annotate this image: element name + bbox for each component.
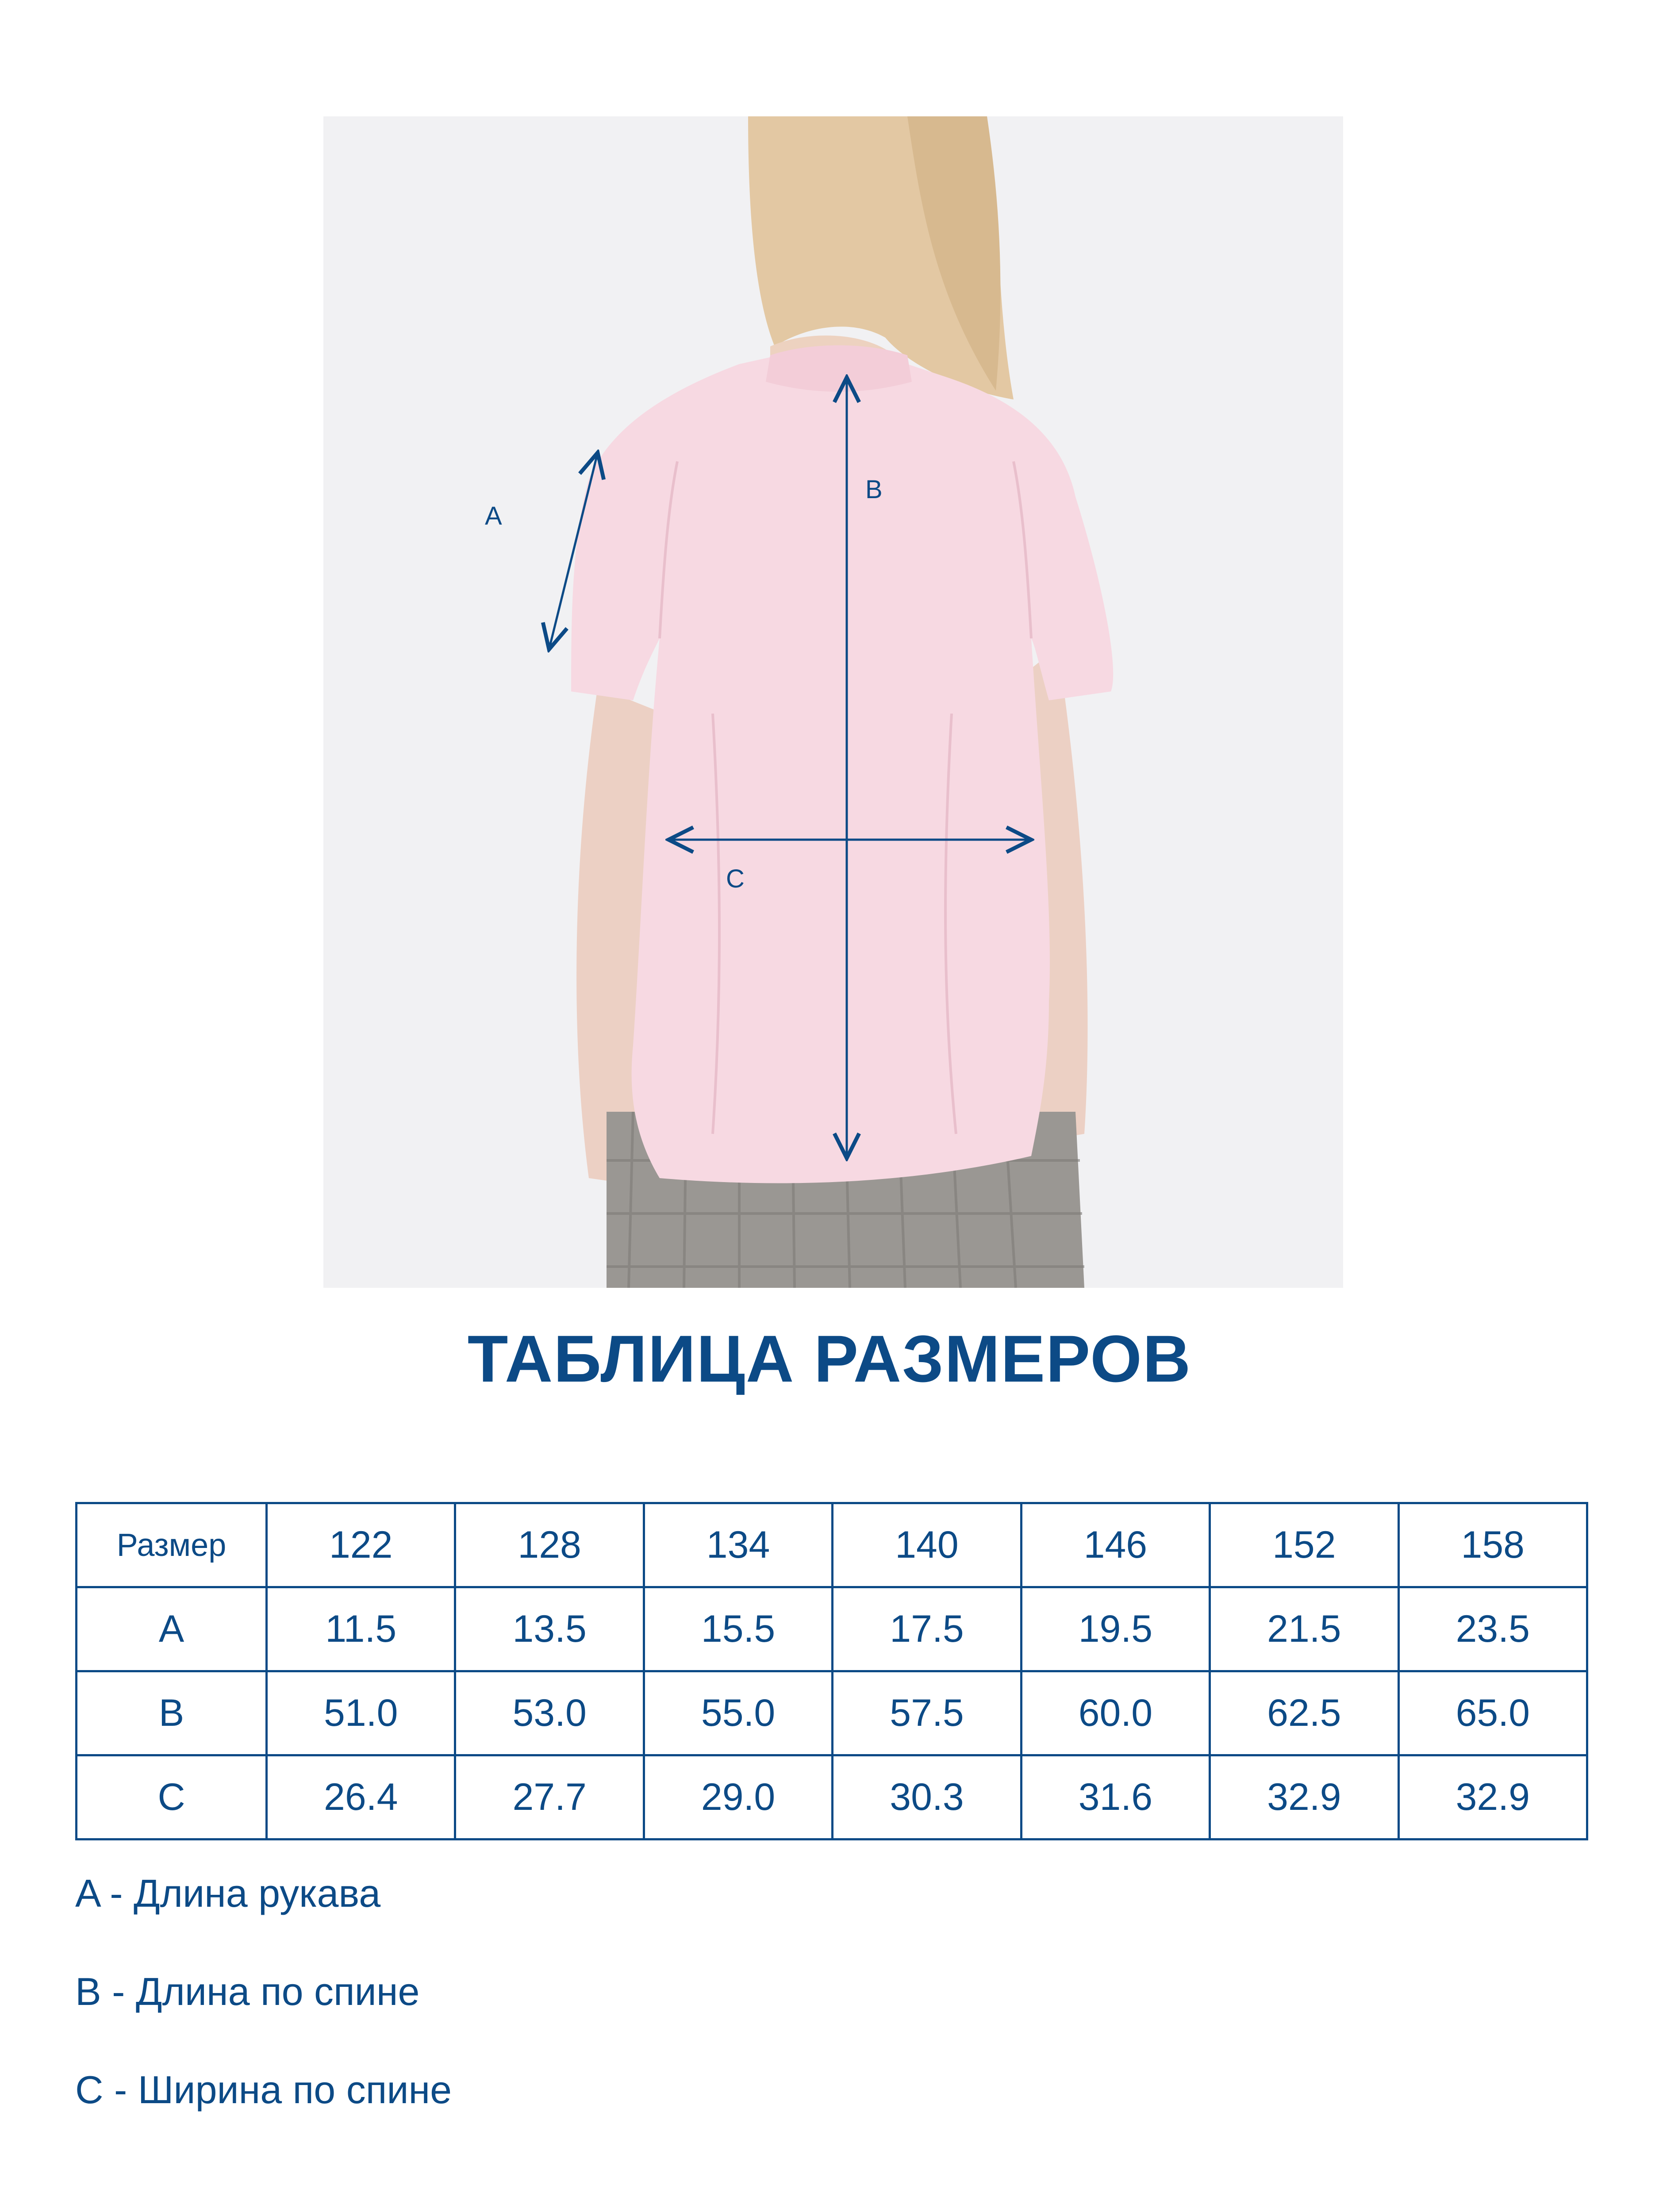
table-row-label: A: [77, 1587, 267, 1671]
table-cell: 51.0: [267, 1671, 455, 1755]
table-cell: 65.0: [1398, 1671, 1587, 1755]
legend-item-b: B - Длина по спине: [75, 1970, 420, 2013]
measure-label-c: C: [726, 864, 745, 893]
measure-label-a: A: [485, 502, 502, 530]
table-cell: 29.0: [644, 1755, 832, 1839]
table-header-cell: 158: [1398, 1503, 1587, 1587]
measure-label-b: B: [865, 475, 883, 504]
legend-item-a: A - Длина рукава: [75, 1871, 381, 1915]
table-header-row: [77, 1503, 1587, 1587]
table-cell: 31.6: [1021, 1755, 1210, 1839]
table-cell: 55.0: [644, 1671, 832, 1755]
product-photo: [323, 116, 1343, 1288]
table-cell: 23.5: [1398, 1587, 1587, 1671]
page-title: ТАБЛИЦА РАЗМЕРОВ: [467, 1321, 1192, 1396]
table-row: [77, 1671, 1587, 1755]
table-header-cell: Размер: [77, 1503, 267, 1587]
table-cell: 53.0: [455, 1671, 644, 1755]
table-header-cell: 152: [1210, 1503, 1398, 1587]
table-cell: 11.5: [267, 1587, 455, 1671]
table-cell: 26.4: [267, 1755, 455, 1839]
table-row-label: C: [77, 1755, 267, 1839]
shirt-body: [571, 355, 1113, 1183]
table-row: [77, 1587, 1587, 1671]
shirt-measurement-illustration: [323, 116, 1343, 1288]
table-row-label: B: [77, 1671, 267, 1755]
table-cell: 57.5: [833, 1671, 1021, 1755]
table-row: [77, 1755, 1587, 1839]
table-header-cell: 146: [1021, 1503, 1210, 1587]
table-cell: 27.7: [455, 1755, 644, 1839]
table-cell: 13.5: [455, 1587, 644, 1671]
legend-item-c: C - Ширина по спине: [75, 2068, 452, 2112]
table-cell: 17.5: [833, 1587, 1021, 1671]
table-cell: 21.5: [1210, 1587, 1398, 1671]
table-cell: 32.9: [1398, 1755, 1587, 1839]
table-header-cell: 128: [455, 1503, 644, 1587]
table-cell: 15.5: [644, 1587, 832, 1671]
table-cell: 60.0: [1021, 1671, 1210, 1755]
table-header-cell: 140: [833, 1503, 1021, 1587]
table-cell: 30.3: [833, 1755, 1021, 1839]
table-cell: 19.5: [1021, 1587, 1210, 1671]
measurement-legend: [75, 1869, 452, 2164]
size-table: [75, 1502, 1588, 1840]
table-cell: 32.9: [1210, 1755, 1398, 1839]
shirt-collar: [766, 346, 912, 392]
table-header-cell: 134: [644, 1503, 832, 1587]
table-cell: 62.5: [1210, 1671, 1398, 1755]
table-header-cell: 122: [267, 1503, 455, 1587]
